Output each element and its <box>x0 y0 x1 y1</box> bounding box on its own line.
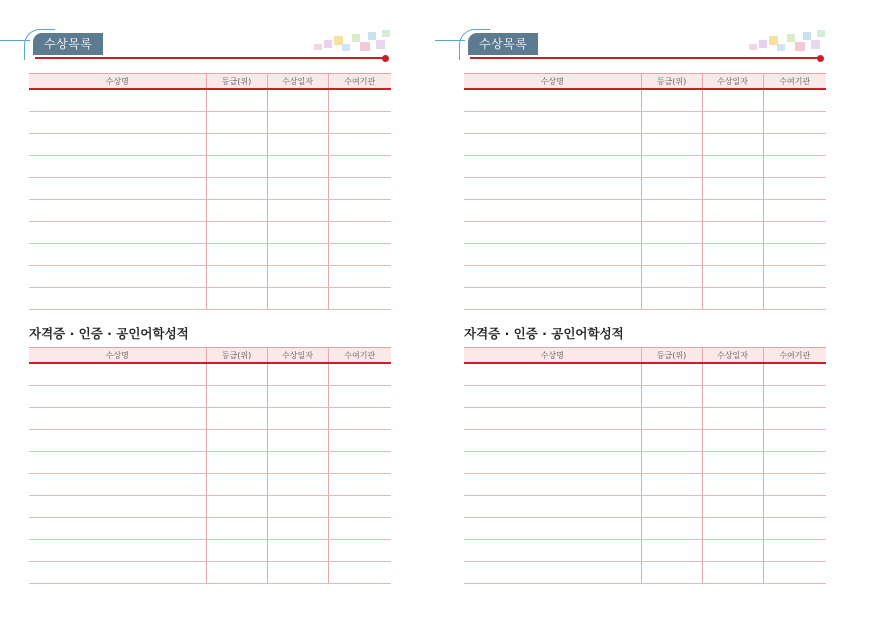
table-cell[interactable] <box>328 112 391 134</box>
table-cell[interactable] <box>702 89 763 112</box>
table-cell[interactable] <box>328 518 391 540</box>
table-cell[interactable] <box>267 112 328 134</box>
table-cell[interactable] <box>464 474 641 496</box>
table-row <box>464 222 826 244</box>
table-cell[interactable] <box>206 178 267 200</box>
table-cell[interactable] <box>328 408 391 430</box>
table-cell[interactable] <box>641 89 702 112</box>
table-cell[interactable] <box>641 386 702 408</box>
table-cell[interactable] <box>267 89 328 112</box>
cert-section-title: 자격증 · 인증 · 공인어학성적 <box>464 326 624 341</box>
table-cell[interactable] <box>206 452 267 474</box>
table-cell[interactable] <box>464 112 641 134</box>
table-row <box>29 266 391 288</box>
table-cell[interactable] <box>328 244 391 266</box>
table-cell[interactable] <box>702 496 763 518</box>
table-cell[interactable] <box>702 474 763 496</box>
table-cell[interactable] <box>763 474 826 496</box>
table-cell[interactable] <box>29 452 206 474</box>
col-award-name: 수상명 <box>29 348 206 364</box>
table-cell[interactable] <box>763 178 826 200</box>
banner-title: 수상목록 <box>468 33 538 55</box>
banner-mosaic-decoration <box>312 30 392 54</box>
col-award-name: 수상명 <box>464 74 641 90</box>
table-cell[interactable] <box>641 518 702 540</box>
col-award-date: 수상일자 <box>267 74 328 90</box>
table-row <box>29 430 391 452</box>
table-cell[interactable] <box>702 266 763 288</box>
table-cell[interactable] <box>29 562 206 584</box>
table-cell[interactable] <box>702 178 763 200</box>
table-cell[interactable] <box>763 156 826 178</box>
table-cell[interactable] <box>206 266 267 288</box>
table-cell[interactable] <box>328 474 391 496</box>
table-cell[interactable] <box>464 363 641 386</box>
table-cell[interactable] <box>763 540 826 562</box>
table-cell[interactable] <box>206 288 267 310</box>
table-row <box>464 363 826 386</box>
table-cell[interactable] <box>267 518 328 540</box>
col-issuer: 수여기관 <box>328 74 391 90</box>
table-row <box>29 89 391 112</box>
table-cell[interactable] <box>328 430 391 452</box>
table-row <box>464 89 826 112</box>
table-row <box>464 518 826 540</box>
table-row <box>29 200 391 222</box>
table-header-row <box>29 74 391 90</box>
table-header-row <box>464 348 826 364</box>
col-grade: 등급(위) <box>641 74 702 90</box>
table-cell[interactable] <box>763 408 826 430</box>
table-row <box>29 156 391 178</box>
table-cell[interactable] <box>702 222 763 244</box>
col-award-date: 수상일자 <box>702 348 763 364</box>
table-cell[interactable] <box>702 134 763 156</box>
table-cell[interactable] <box>328 222 391 244</box>
table-header-row <box>29 348 391 364</box>
table-cell[interactable] <box>267 474 328 496</box>
table-row <box>464 386 826 408</box>
cert-table <box>464 347 826 584</box>
table-row <box>29 386 391 408</box>
col-grade: 등급(위) <box>641 348 702 364</box>
table-cell[interactable] <box>206 518 267 540</box>
table-cell[interactable] <box>206 156 267 178</box>
table-cell[interactable] <box>29 363 206 386</box>
table-cell[interactable] <box>464 178 641 200</box>
table-cell[interactable] <box>763 89 826 112</box>
table-row <box>464 288 826 310</box>
table-row <box>464 408 826 430</box>
table-cell[interactable] <box>641 244 702 266</box>
table-cell[interactable] <box>763 222 826 244</box>
banner-red-line <box>470 57 820 59</box>
table-cell[interactable] <box>267 363 328 386</box>
table-row <box>29 363 391 386</box>
table-cell[interactable] <box>464 266 641 288</box>
table-cell[interactable] <box>267 496 328 518</box>
table-row <box>29 452 391 474</box>
table-cell[interactable] <box>464 386 641 408</box>
table-row <box>29 540 391 562</box>
table-cell[interactable] <box>29 156 206 178</box>
table-cell[interactable] <box>464 518 641 540</box>
table-row <box>464 430 826 452</box>
table-cell[interactable] <box>641 134 702 156</box>
table-cell[interactable] <box>328 386 391 408</box>
table-cell[interactable] <box>702 452 763 474</box>
table-cell[interactable] <box>763 363 826 386</box>
table-row <box>464 178 826 200</box>
table-cell[interactable] <box>702 518 763 540</box>
table-cell[interactable] <box>206 134 267 156</box>
col-grade: 등급(위) <box>206 74 267 90</box>
table-cell[interactable] <box>763 134 826 156</box>
table-cell[interactable] <box>763 496 826 518</box>
awards-table <box>464 73 826 310</box>
table-cell[interactable] <box>641 408 702 430</box>
table-cell[interactable] <box>641 363 702 386</box>
table-cell[interactable] <box>702 430 763 452</box>
table-cell[interactable] <box>641 266 702 288</box>
table-cell[interactable] <box>328 363 391 386</box>
table-row <box>464 496 826 518</box>
table-cell[interactable] <box>464 408 641 430</box>
col-issuer: 수여기관 <box>763 74 826 90</box>
table-cell[interactable] <box>267 408 328 430</box>
table-cell[interactable] <box>267 562 328 584</box>
table-cell[interactable] <box>702 363 763 386</box>
table-cell[interactable] <box>464 244 641 266</box>
table-row <box>464 474 826 496</box>
table-cell[interactable] <box>29 430 206 452</box>
table-cell[interactable] <box>641 562 702 584</box>
table-cell[interactable] <box>702 156 763 178</box>
table-cell[interactable] <box>702 200 763 222</box>
table-cell[interactable] <box>464 134 641 156</box>
table-cell[interactable] <box>641 452 702 474</box>
table-cell[interactable] <box>464 496 641 518</box>
table-cell[interactable] <box>267 430 328 452</box>
table-cell[interactable] <box>29 134 206 156</box>
table-cell[interactable] <box>641 496 702 518</box>
table-cell[interactable] <box>328 496 391 518</box>
table-cell[interactable] <box>641 112 702 134</box>
table-cell[interactable] <box>464 452 641 474</box>
table-row <box>464 562 826 584</box>
cert-table <box>29 347 391 584</box>
table-row <box>464 134 826 156</box>
banner-red-line <box>35 57 385 59</box>
table-row <box>464 452 826 474</box>
table-row <box>29 288 391 310</box>
table-cell[interactable] <box>328 134 391 156</box>
table-row <box>464 156 826 178</box>
table-cell[interactable] <box>328 562 391 584</box>
table-cell[interactable] <box>641 200 702 222</box>
table-row <box>29 474 391 496</box>
table-row <box>464 244 826 266</box>
table-cell[interactable] <box>464 200 641 222</box>
table-cell[interactable] <box>29 222 206 244</box>
table-cell[interactable] <box>763 288 826 310</box>
table-cell[interactable] <box>328 200 391 222</box>
table-row <box>464 266 826 288</box>
table-cell[interactable] <box>641 430 702 452</box>
table-cell[interactable] <box>29 518 206 540</box>
table-row <box>29 112 391 134</box>
banner-end-dot <box>817 55 824 62</box>
col-award-date: 수상일자 <box>267 348 328 364</box>
table-row <box>464 200 826 222</box>
table-cell[interactable] <box>328 266 391 288</box>
table-cell[interactable] <box>267 134 328 156</box>
table-cell[interactable] <box>267 156 328 178</box>
table-cell[interactable] <box>763 452 826 474</box>
cert-section-title: 자격증 · 인증 · 공인어학성적 <box>29 326 189 341</box>
table-cell[interactable] <box>29 540 206 562</box>
table-cell[interactable] <box>206 222 267 244</box>
banner-mosaic-decoration <box>747 30 827 54</box>
table-cell[interactable] <box>267 222 328 244</box>
awards-table <box>29 73 391 310</box>
table-cell[interactable] <box>29 178 206 200</box>
table-cell[interactable] <box>702 562 763 584</box>
table-row <box>29 178 391 200</box>
table-cell[interactable] <box>206 89 267 112</box>
table-cell[interactable] <box>763 112 826 134</box>
table-cell[interactable] <box>641 474 702 496</box>
table-cell[interactable] <box>267 178 328 200</box>
table-cell[interactable] <box>641 288 702 310</box>
table-cell[interactable] <box>641 178 702 200</box>
table-cell[interactable] <box>328 540 391 562</box>
table-row <box>29 222 391 244</box>
col-issuer: 수여기관 <box>763 348 826 364</box>
table-cell[interactable] <box>464 89 641 112</box>
table-cell[interactable] <box>328 178 391 200</box>
col-award-name: 수상명 <box>464 348 641 364</box>
table-cell[interactable] <box>267 540 328 562</box>
table-row <box>464 540 826 562</box>
table-cell[interactable] <box>29 89 206 112</box>
table-cell[interactable] <box>29 408 206 430</box>
table-row <box>464 112 826 134</box>
table-row <box>29 518 391 540</box>
table-cell[interactable] <box>464 430 641 452</box>
table-cell[interactable] <box>206 386 267 408</box>
table-cell[interactable] <box>29 244 206 266</box>
table-cell[interactable] <box>206 200 267 222</box>
table-cell[interactable] <box>328 452 391 474</box>
right-page <box>435 0 870 621</box>
table-row <box>29 244 391 266</box>
table-cell[interactable] <box>702 112 763 134</box>
table-cell[interactable] <box>206 496 267 518</box>
table-cell[interactable] <box>267 386 328 408</box>
table-cell[interactable] <box>29 266 206 288</box>
table-cell[interactable] <box>267 288 328 310</box>
table-cell[interactable] <box>763 386 826 408</box>
table-cell[interactable] <box>464 540 641 562</box>
table-cell[interactable] <box>763 430 826 452</box>
col-award-date: 수상일자 <box>702 74 763 90</box>
table-cell[interactable] <box>328 89 391 112</box>
col-grade: 등급(위) <box>206 348 267 364</box>
table-cell[interactable] <box>267 452 328 474</box>
col-award-name: 수상명 <box>29 74 206 90</box>
table-cell[interactable] <box>29 200 206 222</box>
table-cell[interactable] <box>464 156 641 178</box>
table-cell[interactable] <box>29 386 206 408</box>
table-cell[interactable] <box>206 430 267 452</box>
table-cell[interactable] <box>641 540 702 562</box>
table-cell[interactable] <box>328 288 391 310</box>
table-cell[interactable] <box>206 244 267 266</box>
table-cell[interactable] <box>763 562 826 584</box>
col-issuer: 수여기관 <box>328 348 391 364</box>
table-cell[interactable] <box>702 408 763 430</box>
table-cell[interactable] <box>267 266 328 288</box>
table-cell[interactable] <box>702 244 763 266</box>
table-cell[interactable] <box>702 386 763 408</box>
table-cell[interactable] <box>29 288 206 310</box>
banner-title: 수상목록 <box>33 33 103 55</box>
table-cell[interactable] <box>763 266 826 288</box>
table-row <box>29 496 391 518</box>
table-header-row <box>464 74 826 90</box>
table-cell[interactable] <box>763 518 826 540</box>
table-cell[interactable] <box>464 562 641 584</box>
table-cell[interactable] <box>464 222 641 244</box>
table-row <box>29 408 391 430</box>
table-cell[interactable] <box>328 156 391 178</box>
table-cell[interactable] <box>464 288 641 310</box>
table-row <box>29 134 391 156</box>
table-cell[interactable] <box>763 200 826 222</box>
table-cell[interactable] <box>29 112 206 134</box>
table-cell[interactable] <box>702 540 763 562</box>
table-cell[interactable] <box>206 540 267 562</box>
table-cell[interactable] <box>29 474 206 496</box>
table-cell[interactable] <box>206 562 267 584</box>
table-cell[interactable] <box>267 200 328 222</box>
table-cell[interactable] <box>206 363 267 386</box>
table-cell[interactable] <box>206 112 267 134</box>
table-cell[interactable] <box>641 222 702 244</box>
table-cell[interactable] <box>29 496 206 518</box>
table-cell[interactable] <box>641 156 702 178</box>
table-row <box>29 562 391 584</box>
table-cell[interactable] <box>702 288 763 310</box>
table-cell[interactable] <box>267 244 328 266</box>
table-cell[interactable] <box>763 244 826 266</box>
table-cell[interactable] <box>206 474 267 496</box>
table-cell[interactable] <box>206 408 267 430</box>
banner-end-dot <box>382 55 389 62</box>
